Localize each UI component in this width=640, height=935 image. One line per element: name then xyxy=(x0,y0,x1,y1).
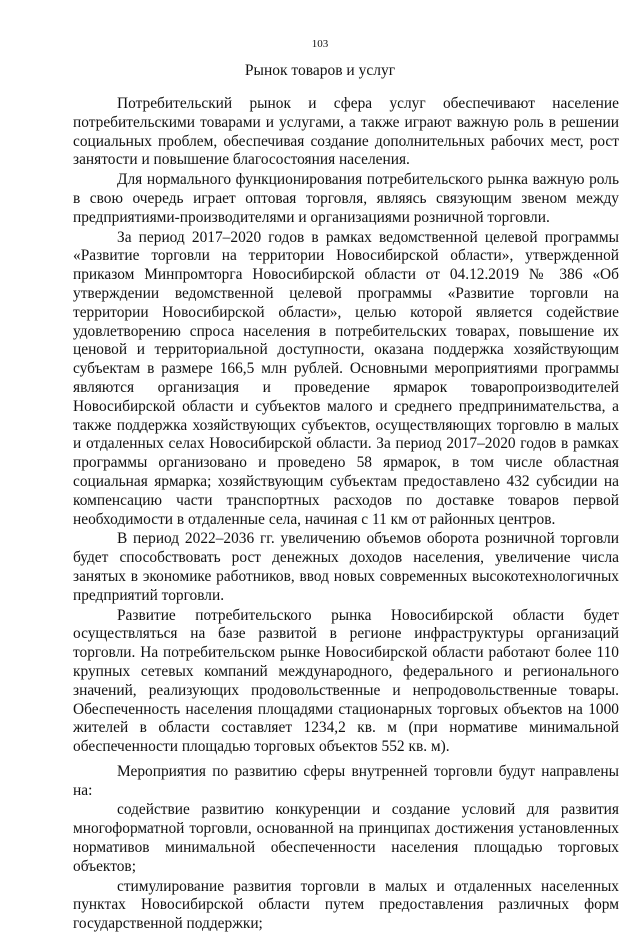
list-item-competition: содействие развитию конкуренции и создание условий для развития многоформатной торговли, основанной на принципах достижения установленных нормативов минимальной обеспеченности населения площадью торговых объектов; xyxy=(73,801,619,875)
paragraph-wholesale-trade: Для нормального функционирования потребительского рынка важную роль в свою очередь играет оптовая торговля, являясь связующим звеном между предприятиями-производителями и организациями розничной торговли. xyxy=(73,171,619,226)
paragraph-measures-intro: Мероприятия по развитию сферы внутренней торговли будут направлены на: xyxy=(73,762,619,799)
page-number: 103 xyxy=(311,38,329,50)
section-title: Рынок товаров и услуг xyxy=(244,62,396,79)
list-item-remote-settlements: стимулирование развития торговли в малых и отдаленных населенных пунктах Новосибирской области путем предоставления различных форм государственной поддержки; xyxy=(73,877,619,933)
paragraph-period-2022-2036: В период 2022–2036 гг. увеличению объемов оборота розничной торговли будет способствовать рост денежных доходов населения, увеличение числа занятых в экономике работников, ввод новых современных высокотехнологичных предприятий торговли. xyxy=(73,530,619,604)
document-body xyxy=(73,95,619,935)
paragraph-market-development: Развитие потребительского рынка Новосибирской области будет осуществляться на базе развитой в регионе инфраструктуры организаций торговли. На потребительском рынке Новосибирской области работают более 110 крупных сетевых компаний международного, федерального и регионального значений, реализующих продовольственные и непродовольственные товары. Обеспеченность населения площадями стационарных торговых объектов на 1000 жителей в области составляет 1234,2 кв. м (при нормативе минимальной обеспеченности площадью торговых объектов 552 кв. м). xyxy=(73,606,619,756)
paragraph-program-2017-2020: За период 2017–2020 годов в рамках ведомственной целевой программы «Развитие торговли на территории Новосибирской области», утвержденной приказом Минпромторга Новосибирской области от 04.12.2019 № 386 «Об утверждении ведомственной целевой программы «Развитие торговли на территории Новосибирской области», целью которой является содействие удовлетворению спроса населения в потребительских товарах, повышение их ценовой и территориальной доступности, оказана поддержка хозяйствующим субъектам в размере 166,5 млн рублей. Основными мероприятиями программы являются организация и проведение ярмарок товаропроизводителей Новосибирской области и субъектов малого и среднего предпринимательства, а также поддержка хозяйствующих субъектов, осуществляющих торговлю в малых и отдаленных селах Новосибирской области. За период 2017–2020 годов в рамках программы организовано и проведено 58 ярмарок, в том числе областная социальная ярмарка; хозяйствующим субъектам предоставлено 432 субсидии на компенсацию части транспортных расходов по доставке товаров первой необходимости в отдаленные села, начиная с 11 км от районных центров. xyxy=(73,228,619,528)
paragraph-consumer-market: Потребительский рынок и сфера услуг обеспечивают население потребительскими товарами и услугами, а также играют важную роль в решении социальных проблем, обеспечивая создание дополнительных рабочих мест, рост занятости и повышение благосостояния населения. xyxy=(73,95,619,169)
